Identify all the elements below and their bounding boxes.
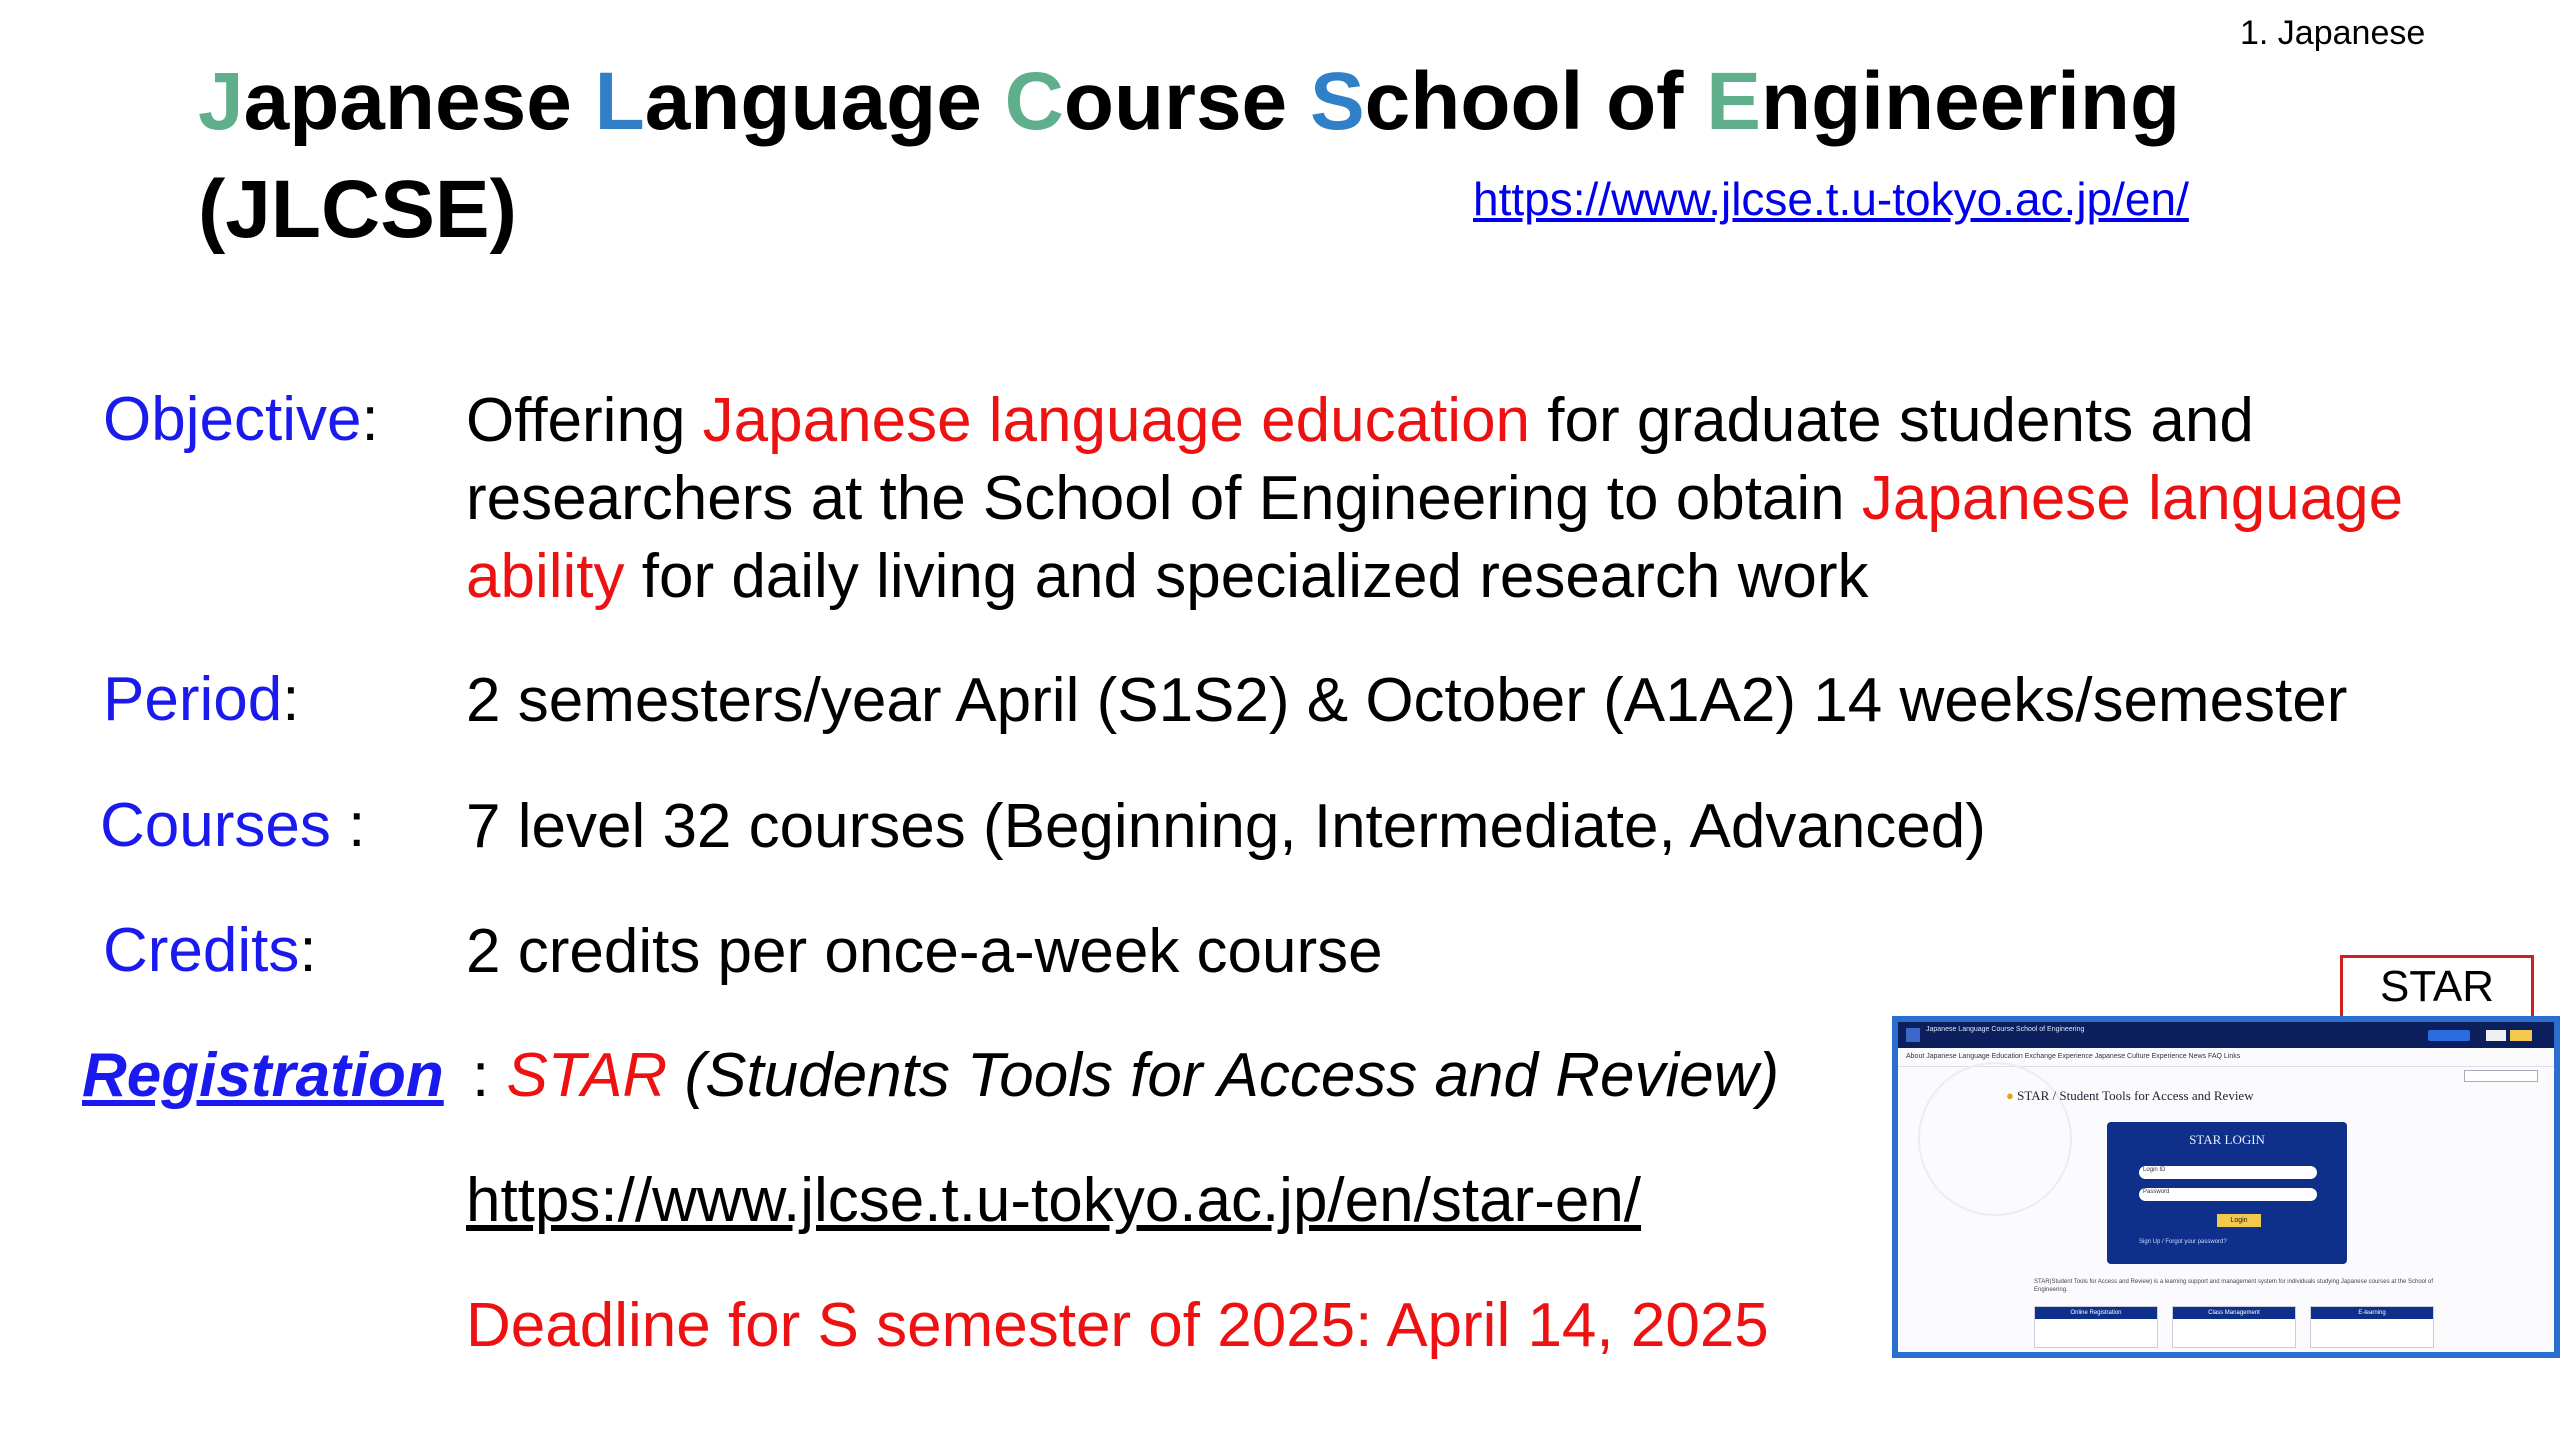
deadline-text: Deadline for S semester of 2025: April 14, 2025 <box>466 1291 1769 1360</box>
title-segment <box>595 56 1005 147</box>
title-cap: J <box>198 56 244 147</box>
registration-text <box>472 1040 1779 1111</box>
thumb-login-title: STAR LOGIN <box>2189 1132 2265 1147</box>
thumb-heading-text: STAR / Student Tools for Access and Review <box>2017 1088 2254 1103</box>
thumb-description: STAR(Student Tools for Access and Review) is a learning support and management system for individuals studying Japanese courses at the School of Engineering. <box>2034 1279 2433 1293</box>
thumb-cards <box>2034 1306 2434 1346</box>
title-segment <box>198 56 595 147</box>
title-segment <box>1310 56 1706 147</box>
objective-part: Offering <box>466 386 703 455</box>
page-number-label: 1. Japanese <box>2240 14 2426 52</box>
thumb-login-panel <box>2107 1122 2347 1264</box>
title-segment <box>1706 56 2180 147</box>
star-url-link[interactable]: https://www.jlcse.t.u-tokyo.ac.jp/en/star-en/ <box>466 1166 1642 1235</box>
title-rest: ngineering <box>1760 56 2181 147</box>
thumb-card <box>2034 1306 2158 1348</box>
thumb-button <box>2510 1030 2532 1041</box>
thumb-watermark <box>1918 1062 2072 1216</box>
thumb-button <box>2486 1030 2506 1041</box>
registration-colon: : <box>472 1041 507 1110</box>
thumb-button <box>2428 1030 2470 1041</box>
thumb-search-box <box>2464 1070 2538 1082</box>
courses-label-text: Courses <box>100 791 331 860</box>
objective-label <box>103 384 379 455</box>
courses-text: 7 level 32 courses (Beginning, Intermediate, Advanced) <box>466 792 1986 861</box>
thumb-card-title: Class Management <box>2173 1307 2295 1319</box>
period-colon: : <box>282 665 300 734</box>
objective-part: for graduate students and researchers at the School of Engineering to obtain <box>466 386 2254 533</box>
title-rest: anguage <box>644 56 1005 147</box>
title-cap: S <box>1309 56 1365 147</box>
title-cap: L <box>594 56 645 147</box>
objective-highlight: Japanese language ability <box>466 464 2404 611</box>
credits-colon: : <box>299 916 317 985</box>
period-label <box>103 664 299 735</box>
star-description: (Students Tools for Access and Review) <box>667 1041 1780 1110</box>
title-cap: C <box>1004 56 1064 147</box>
courses-colon: : <box>330 791 366 860</box>
thumb-card <box>2172 1306 2296 1348</box>
title-abbreviation: (JLCSE) <box>198 164 517 255</box>
period-label-text: Period <box>103 665 283 734</box>
title-rest: apanese <box>243 56 595 147</box>
thumb-card-title: E-learning <box>2311 1307 2433 1319</box>
thumb-nav: About Japanese Language Education Exchange Experience Japanese Culture Experience News FAQ Links <box>1898 1048 2560 1067</box>
courses-label <box>100 790 365 861</box>
thumb-header-text: Japanese Language Course School of Engineering <box>1926 1026 2085 1033</box>
star-tag: STAR <box>2340 955 2534 1019</box>
title-segment <box>1005 56 1310 147</box>
objective-label-text: Objective <box>103 385 362 454</box>
thumb-login-note: Sign Up / Forgot your password? <box>2139 1239 2227 1245</box>
credits-label <box>103 915 317 986</box>
star-name: STAR <box>506 1041 668 1110</box>
credits-label-text: Credits <box>103 916 300 985</box>
objective-text <box>466 382 2476 616</box>
objective-highlight: Japanese language education <box>702 386 1531 455</box>
objective-colon: : <box>361 385 379 454</box>
jlcse-website-link[interactable]: https://www.jlcse.t.u-tokyo.ac.jp/en/ <box>1473 173 2189 225</box>
thumb-login-button: Login <box>2217 1214 2261 1227</box>
title-cap: E <box>1706 56 1761 147</box>
thumb-header <box>1898 1022 2554 1048</box>
thumb-login-id-label: Login ID <box>2143 1167 2166 1173</box>
star-screenshot <box>1892 1016 2560 1358</box>
thumb-card <box>2310 1306 2434 1348</box>
thumb-card-title: Online Registration <box>2035 1307 2157 1319</box>
thumb-login-id-field <box>2139 1166 2317 1179</box>
objective-part: for daily living and specialized research work <box>624 542 1869 611</box>
thumb-heading <box>2006 1088 2254 1104</box>
period-text: 2 semesters/year April (S1S2) & October (A1A2) 14 weeks/semester <box>466 666 2348 735</box>
title-rest: chool of <box>1364 56 1707 147</box>
credits-text: 2 credits per once-a-week course <box>466 917 1383 986</box>
dot-icon: ● <box>2006 1088 2018 1103</box>
thumb-logo-icon <box>1906 1028 1920 1042</box>
registration-link[interactable]: Registration <box>82 1041 444 1110</box>
page-title <box>198 48 2418 264</box>
thumb-password-label: Password <box>2143 1189 2170 1195</box>
title-rest: ourse <box>1063 56 1310 147</box>
thumb-password-field <box>2139 1188 2317 1201</box>
